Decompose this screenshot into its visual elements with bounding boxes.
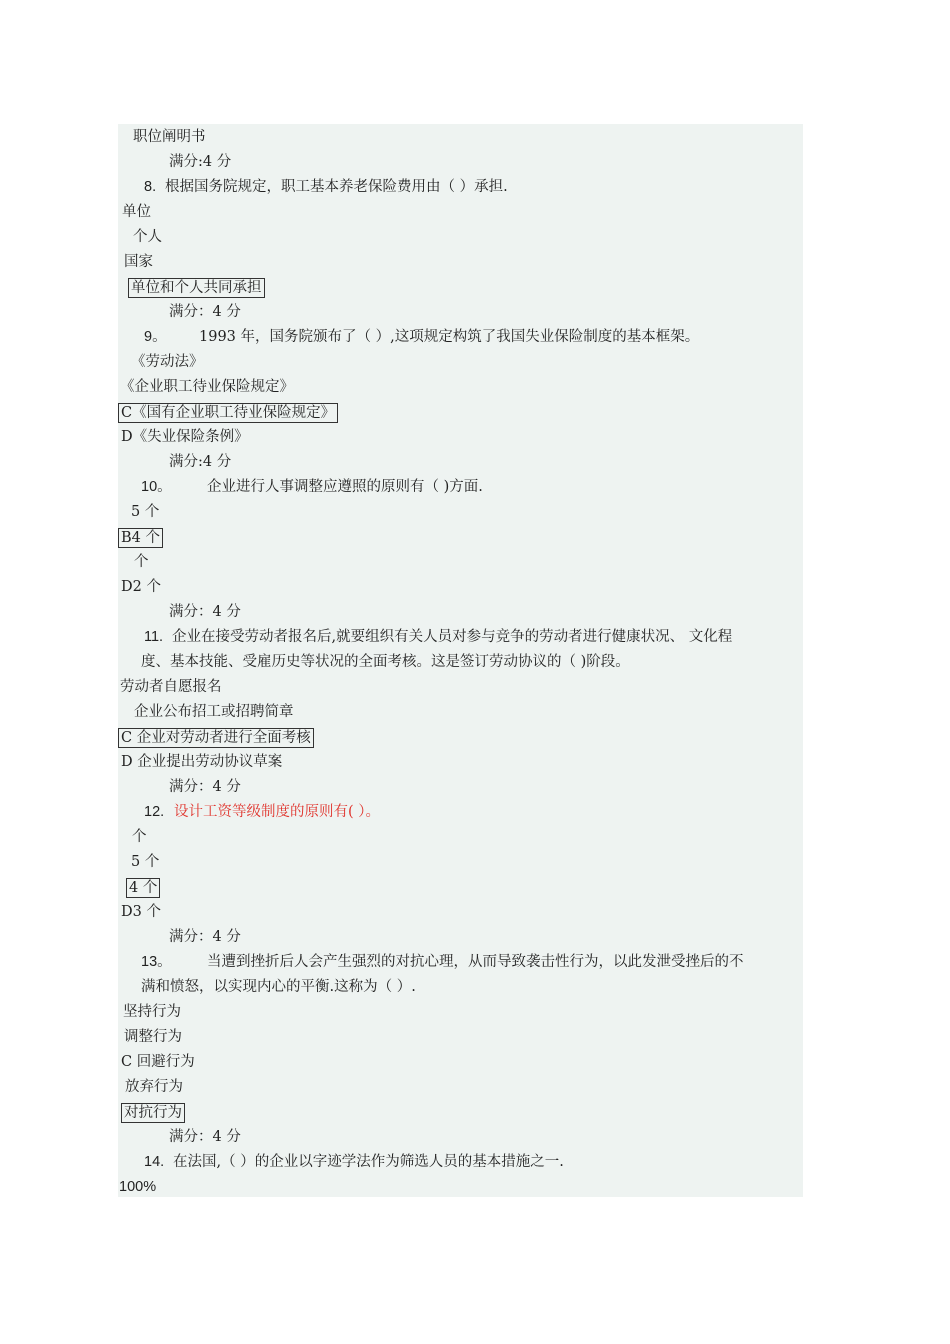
score-line: 满分：4 分 [169,304,241,320]
score-line: 满分：4 分 [169,604,241,620]
question-text: 企业在接受劳动者报名后,就要组织有关人员对参与竞争的劳动者进行健康状况、 文化程 [172,629,733,645]
score-line: 满分：4 分 [169,929,241,945]
score-line: 满分：4 分 [169,779,241,795]
option-text: 《企业职工待业保险规定》 [120,379,294,395]
question-text: 在法国,（ ）的企业以字迹学法作为筛选人员的基本措施之一. [173,1154,564,1170]
option-text: 100% [119,1179,157,1195]
score-line: 满分：4 分 [169,1129,241,1145]
option-text: 《劳动法》 [131,354,204,370]
question-number: 11. [144,629,164,645]
question-text: 1993 年，国务院颁布了（ ）,这项规定构筑了我国失业保险制度的基本框架。 [199,329,700,345]
score-line: 满分:4 分 [169,454,232,470]
option-text: 个人 [133,229,162,245]
option-text: 企业公布招工或招聘简章 [134,704,294,720]
selected-answer: 4 个 [126,878,160,898]
option-text: D3 个 [121,904,161,920]
option-text: C 回避行为 [121,1054,195,1070]
question-text: 企业进行人事调整应遵照的原则有（ )方面. [207,479,483,495]
option-text: 单位 [122,204,151,220]
option-text: 5 个 [131,854,160,870]
option-text: 国家 [124,254,153,270]
question-text: 当遭到挫折后人会产生强烈的对抗心理，从而导致袭击性行为，以此发泄受挫后的不 [207,954,744,970]
option-text: 放弃行为 [125,1079,183,1095]
question-text: 设计工资等级制度的原则有( ）。 [174,804,381,820]
question-number: 9。 [144,329,167,345]
option-text: D《失业保险条例》 [121,429,249,445]
option-text: 个 [132,829,147,845]
option-text: 坚持行为 [123,1004,181,1020]
question-number: 14. [144,1154,165,1170]
option-text: 劳动者自愿报名 [120,679,222,695]
question-text-continued: 度、基本技能、受雇历史等状况的全面考核。这是签订劳动协议的（ )阶段。 [141,654,630,670]
selected-answer: B4 个 [118,528,163,548]
option-text: D 企业提出劳动协议草案 [121,754,283,770]
selected-answer: C《国有企业职工待业保险规定》 [118,403,338,423]
option-text: D2 个 [121,579,161,595]
option-text: 职位阐明书 [133,129,206,145]
question-number: 8. [144,179,157,195]
option-text: 个 [134,554,149,570]
option-text: 5 个 [131,504,160,520]
selected-answer: 对抗行为 [121,1103,185,1123]
selected-answer: 单位和个人共同承担 [128,278,265,298]
question-text: 根据国务院规定，职工基本养老保险费用由（ ）承担. [165,179,508,195]
option-text: 调整行为 [124,1029,182,1045]
question-text-continued: 满和愤怒，以实现内心的平衡.这称为（ ）. [141,979,416,995]
question-number: 10。 [141,479,172,495]
score-line: 满分:4 分 [169,154,232,170]
question-number: 13。 [141,954,172,970]
question-number: 12. [144,804,165,820]
selected-answer: C 企业对劳动者进行全面考核 [118,728,314,748]
